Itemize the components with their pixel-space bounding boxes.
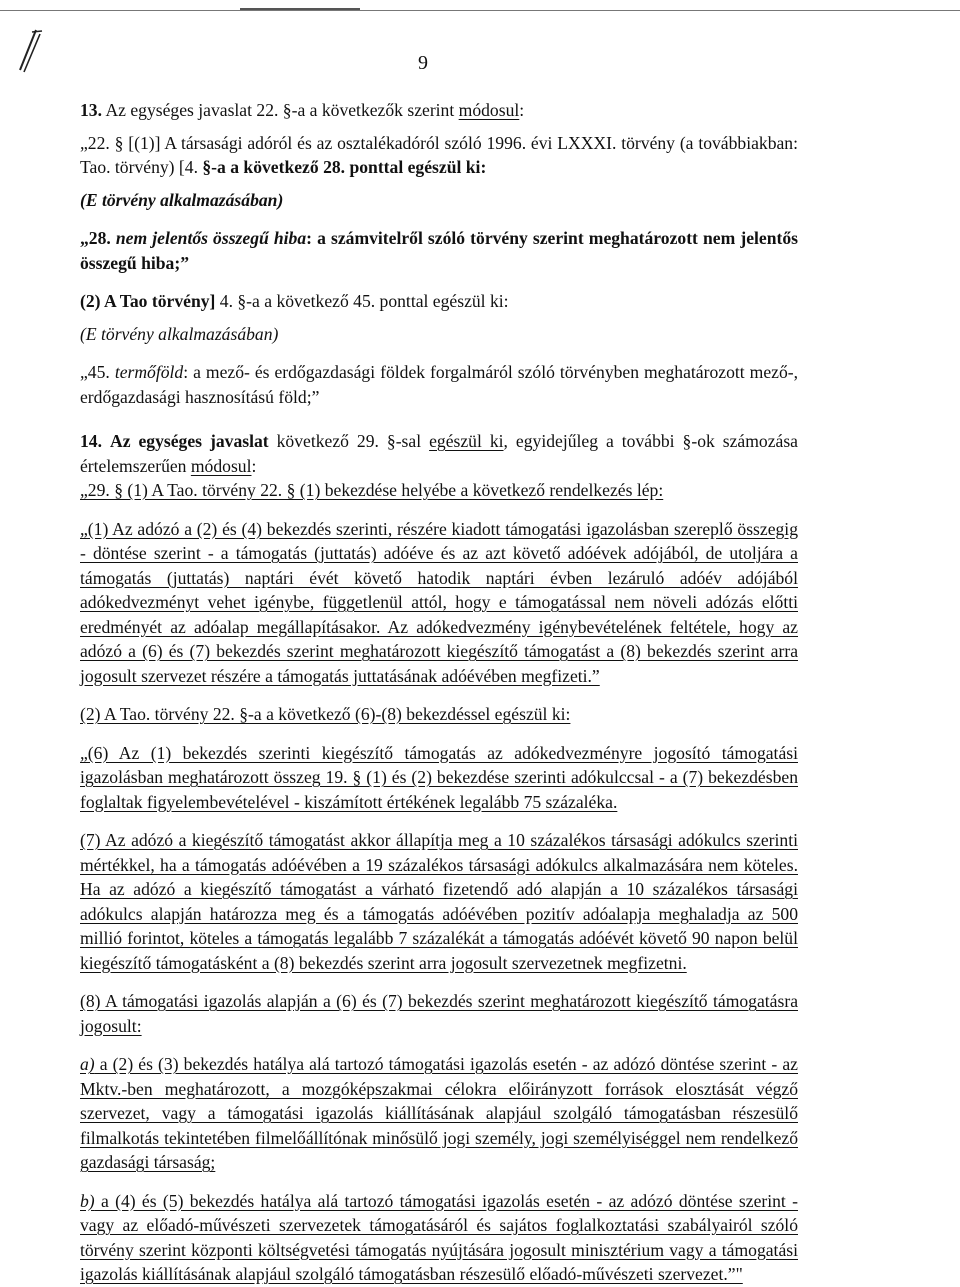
- paragraph-22-text: „22. § [(1)] A társasági adóról és az osztalékadóról szóló 1996. évi LXXXI. törvény (a továbbiakban: Tao. törvény) [4.: [80, 132, 798, 177]
- paragraph-8-amendment: (8) A támogatási igazolás alapján a (6) és (7) bekezdés szerint meghatározott kiegészítő támogatásra jogosult:: [80, 991, 798, 1036]
- paragraph-22-bold: §-a a következő 28. ponttal egészül ki:: [202, 157, 487, 177]
- section-14-lead: Az egységes javaslat: [110, 431, 269, 451]
- section-14-mid: következő 29. §-sal: [268, 431, 430, 451]
- paragraph-6-amendment: „(6) Az (1) bekezdés szerinti kiegészítő támogatás az adókedvezményre jogosító támogatási igazolásban meghatározott összeg 19. § (1) és (2) bekezdése szerinti adókulccsal - a (7) bekezdésben foglaltak figyelembevételével - kiszámított értékének legalább 75 százaléka.: [80, 742, 798, 812]
- paragraph-45-number: „45.: [80, 362, 110, 382]
- paragraph-8b-text: a (4) és (5) bekezdés hatálya alá tartozó támogatási igazolás esetén - az adózó döntése szerint - vagy az előadó-művészeti szervezetek támogatásáról és sajátos foglalkoztatási szabályairól szóló törvény szerint központi költségvetési támogatás nyújtására jogosult minisztérium vagy a támogatási igazolás kiállításának alapjául szolgáló támogatásban részesülő előadó-művészeti szervezet.”": [80, 1190, 798, 1284]
- page-number: 9: [418, 52, 428, 74]
- paragraph-7-amendment: (7) Az adózó a kiegészítő támogatást akkor állapítja meg a 10 százalékos társasági adókulcs szerinti mértékkel, ha a támogatás adóévében a 19 százalékos társasági adókulcs alkalmazására nem köteles. Ha az adózó a kiegészítő támogatást a várható fizetendő adó alapján a 10 százalékos társasági adókulcs alapján határozza meg és a támogatás adóévében pozitív adóalapja meghaladja az 500 millió forintot, köteles a támogatás legalább 7 százalékát a támogatás adóévét követő 90 napon belül kiegészítő támogatásként a (8) bekezdés szerint arra jogosult szervezetnek megfizetni.: [80, 830, 798, 973]
- paragraph-1-amendment: „(1) Az adózó a (2) és (4) bekezdés szerinti, részére kiadott támogatási igazolásban szereplő összegig - döntése szerint - a támogatás (juttatás) adóéve és az azt követő adóévek adójából, de utoljára a támogatás (juttatás) naptári évét követő hatodik naptári évben lezáruló adóév adójából adókedvezményt vehet igénybe, függetlenül attól, hogy e támogatással nem növeli adózás előtti eredményét az adóalap megállapításakor. Az adókedvezmény igénybevételének feltétele, hogy az adózó a (6) és (7) bekezdés szerint meghatározott kiegészítő támogatást a (8) bekezdés szerint arra jogosult szervezet részére a támogatás juttatásának adóévében megfizeti.”: [80, 518, 798, 686]
- paragraph-45-term: termőföld: [114, 362, 184, 382]
- paragraph-8a-label: a): [80, 1054, 95, 1074]
- paragraph-2: [56, 289, 798, 314]
- section-13-heading: [56, 98, 798, 123]
- paragraph-28-text: : a számvitelről szóló törvény szerint meghatározott nem jelentős összegű hiba;”: [80, 228, 798, 273]
- section-13-colon: :: [519, 100, 525, 120]
- document-body: [56, 98, 798, 1287]
- section-14-heading: [56, 429, 798, 478]
- section-14-colon: :: [251, 455, 257, 476]
- paragraph-8a-text: a (2) és (3) bekezdés hatálya alá tartozó támogatási igazolás esetén - az adózó döntése szerint - az Mktv.-ben meghatározott, a mozgóképszakmai célokra előirányzott források elosztását végző szervezet, vagy a támogatási igazolás kiállításának alapjául szolgáló támogatásban részesülő filmalkotás tekintetében filmelőállítónak minősülő jogi személy, jogi személyiséggel nem rendelkező gazdasági társaság;: [80, 1054, 798, 1172]
- paragraph-2-bold: (2) A Tao törvény]: [80, 291, 216, 311]
- section-13-lead: Az egységes javaslat 22. §-a a következők szerint: [105, 100, 455, 120]
- section-14-number: 14.: [80, 431, 102, 451]
- law-context-2: (E törvény alkalmazásában): [80, 323, 279, 344]
- scan-top-rule: [0, 10, 960, 11]
- paragraph-28: [56, 226, 798, 275]
- section-14-extend: egészül ki: [429, 431, 504, 451]
- paragraph-28-term: nem jelentős összegű hiba: [115, 228, 307, 248]
- handwritten-slash-mark: [14, 26, 44, 76]
- paragraph-8b-label: b): [80, 1190, 95, 1211]
- paragraph-2-amendment: (2) A Tao. törvény 22. §-a a következő (6)-(8) bekezdéssel egészül ki:: [80, 704, 571, 724]
- paragraph-28-number: „28.: [80, 228, 111, 248]
- section-13-number: 13.: [80, 100, 102, 120]
- paragraph-45: [56, 360, 798, 409]
- paragraph-45-text: : a mező- és erdőgazdasági földek forgalmáról szóló törvényben meghatározott mező-, erdőgazdasági hasznosítású föld;”: [80, 362, 798, 407]
- paragraph-8b: [56, 1189, 798, 1287]
- section-14-rest: , egyidejűleg a további §-ok számozása értelemszerűen: [80, 431, 798, 476]
- paragraph-2-text: 4. §-a a következő 45. ponttal egészül ki:: [215, 291, 509, 311]
- paragraph-8a: [56, 1052, 798, 1175]
- law-context-1: (E törvény alkalmazásában): [80, 189, 284, 210]
- paragraph-29: „29. § (1) A Tao. törvény 22. § (1) bekezdése helyébe a következő rendelkezés lép:: [80, 480, 664, 500]
- section-14-modify: módosul: [190, 455, 252, 476]
- section-13-modify: módosul: [458, 100, 520, 120]
- paragraph-22: [56, 131, 798, 180]
- scan-top-mark: [240, 8, 360, 10]
